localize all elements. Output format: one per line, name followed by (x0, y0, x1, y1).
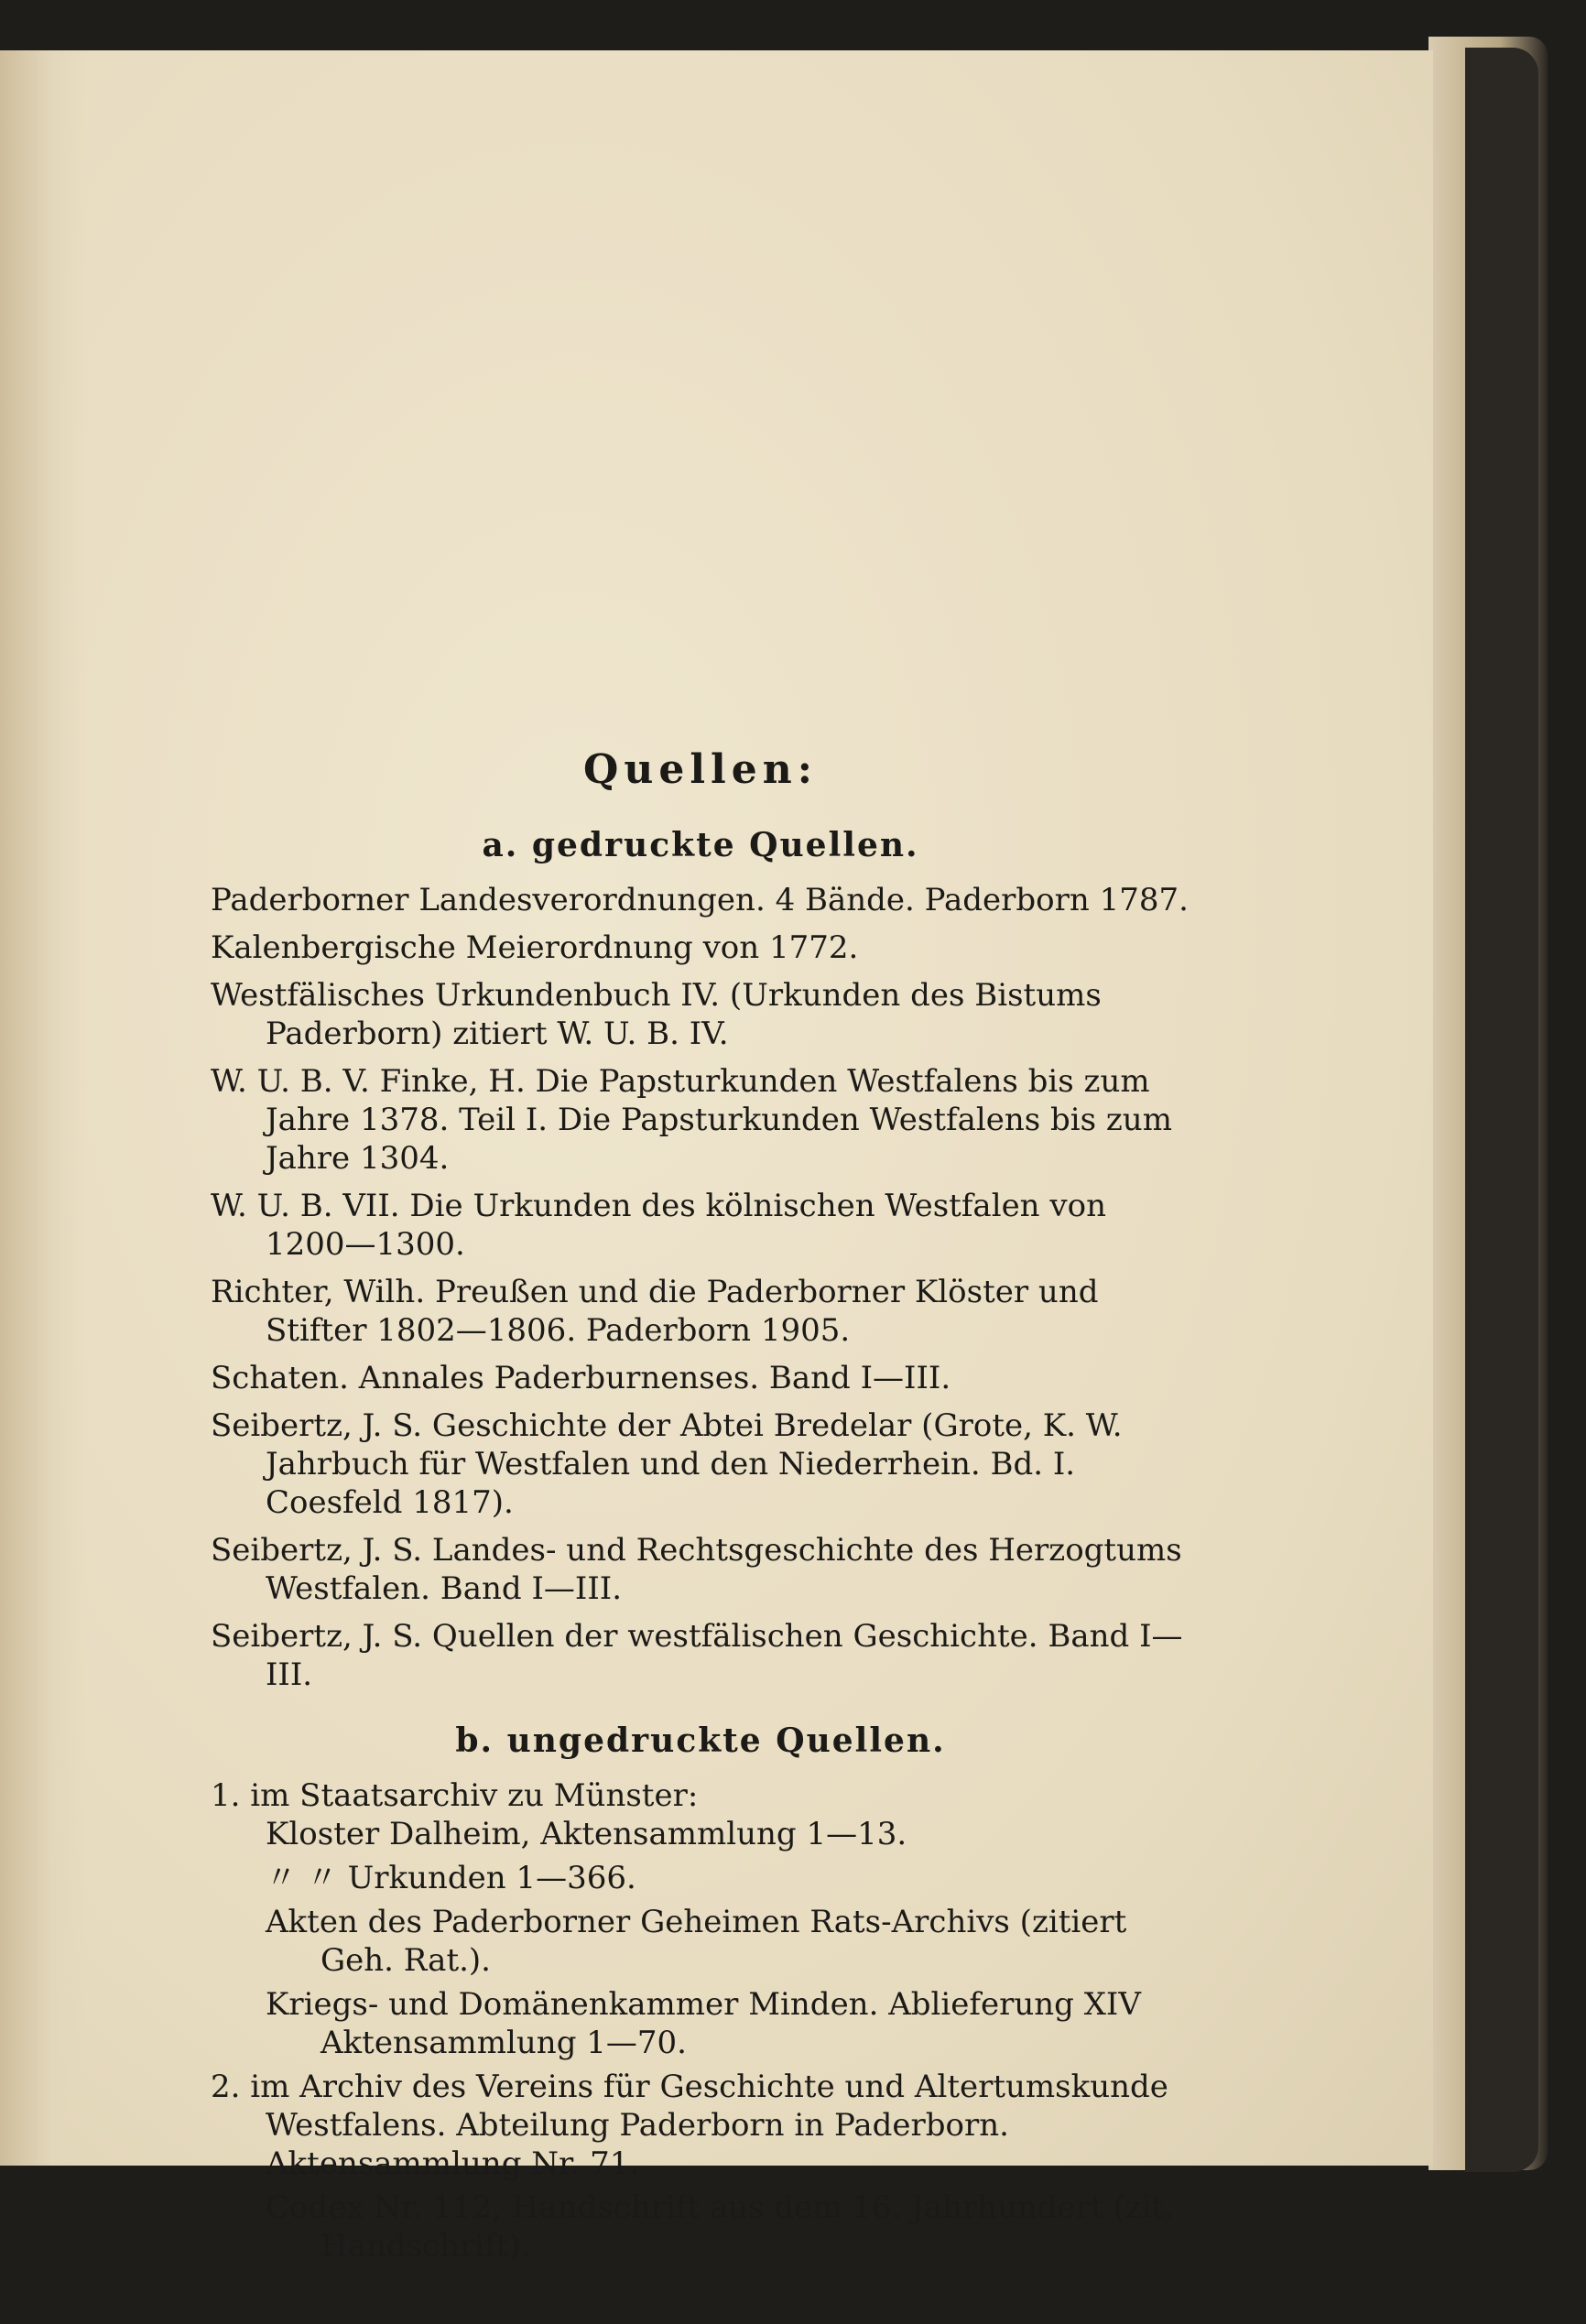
section-a-list (211, 881, 1190, 1694)
list-item: Seibertz, J. S. Geschichte der Abtei Bredelar (Grote, K. W. Jahrbuch für Westfalen und den Niederrhein. Bd. I. Coesfeld 1817). (211, 1407, 1123, 1521)
list-item: Aktensammlung Nr. 71. (266, 2145, 640, 2182)
list-item: Richter, Wilh. Preußen und die Paderborner Klöster und Stifter 1802—1806. Paderborn 1905. (211, 1274, 1099, 1349)
list-item: Schaten. Annales Paderburnenses. Band I—III. (211, 1360, 951, 1396)
section-b-list (211, 1776, 1190, 2265)
list-item: Westfälisches Urkundenbuch IV. (Urkunden des Bistums Paderborn) zitiert W. U. B. IV. (211, 977, 1102, 1052)
document-body (211, 746, 1190, 2271)
book-cover-edge (1465, 48, 1538, 2172)
list-item: 〃 〃 Urkunden 1—366. (266, 1860, 636, 1896)
page-title: Quellen: (583, 746, 818, 793)
list-item: Kalenbergische Meierordnung von 1772. (211, 929, 859, 966)
section-b-title: b. ungedruckte Quellen. (455, 1721, 946, 1760)
section-a-title: a. gedruckte Quellen. (482, 826, 919, 864)
group-label: 2. im Archiv des Vereins für Geschichte und Altertumskunde Westfalens. Abteilung Paderborn in Paderborn. (211, 2069, 1168, 2144)
list-item: W. U. B. V. Finke, H. Die Papsturkunden Westfalens bis zum Jahre 1378. Teil I. Die Papsturkunden Westfalens bis zum Jahre 1304. (211, 1063, 1172, 1177)
list-item: Seibertz, J. S. Landes- und Rechtsgeschichte des Herzogtums Westfalen. Band I—III. (211, 1532, 1182, 1607)
list-item: W. U. B. VII. Die Urkunden des kölnischen Westfalen von 1200—1300. (211, 1188, 1106, 1263)
list-item: Akten des Paderborner Geheimen Rats-Archivs (zitiert Geh. Rat.). (266, 1904, 1127, 1979)
group-label: 1. im Staatsarchiv zu Münster: (211, 1777, 699, 1814)
list-item: Seibertz, J. S. Quellen der westfälischen Geschichte. Band I—III. (211, 1618, 1183, 1693)
list-item: Kloster Dalheim, Aktensammlung 1—13. (266, 1816, 907, 1852)
page-gutter (0, 50, 87, 2166)
list-item: Codex Nr. 112, Handschrift aus dem 16. Jahrhundert (zit. Handschrift). (266, 2189, 1175, 2264)
list-item: Kriegs- und Domänenkammer Minden. Ablieferung XIV Aktensammlung 1—70. (266, 1986, 1141, 2061)
list-item: Paderborner Landesverordnungen. 4 Bände. Paderborn 1787. (211, 882, 1189, 918)
